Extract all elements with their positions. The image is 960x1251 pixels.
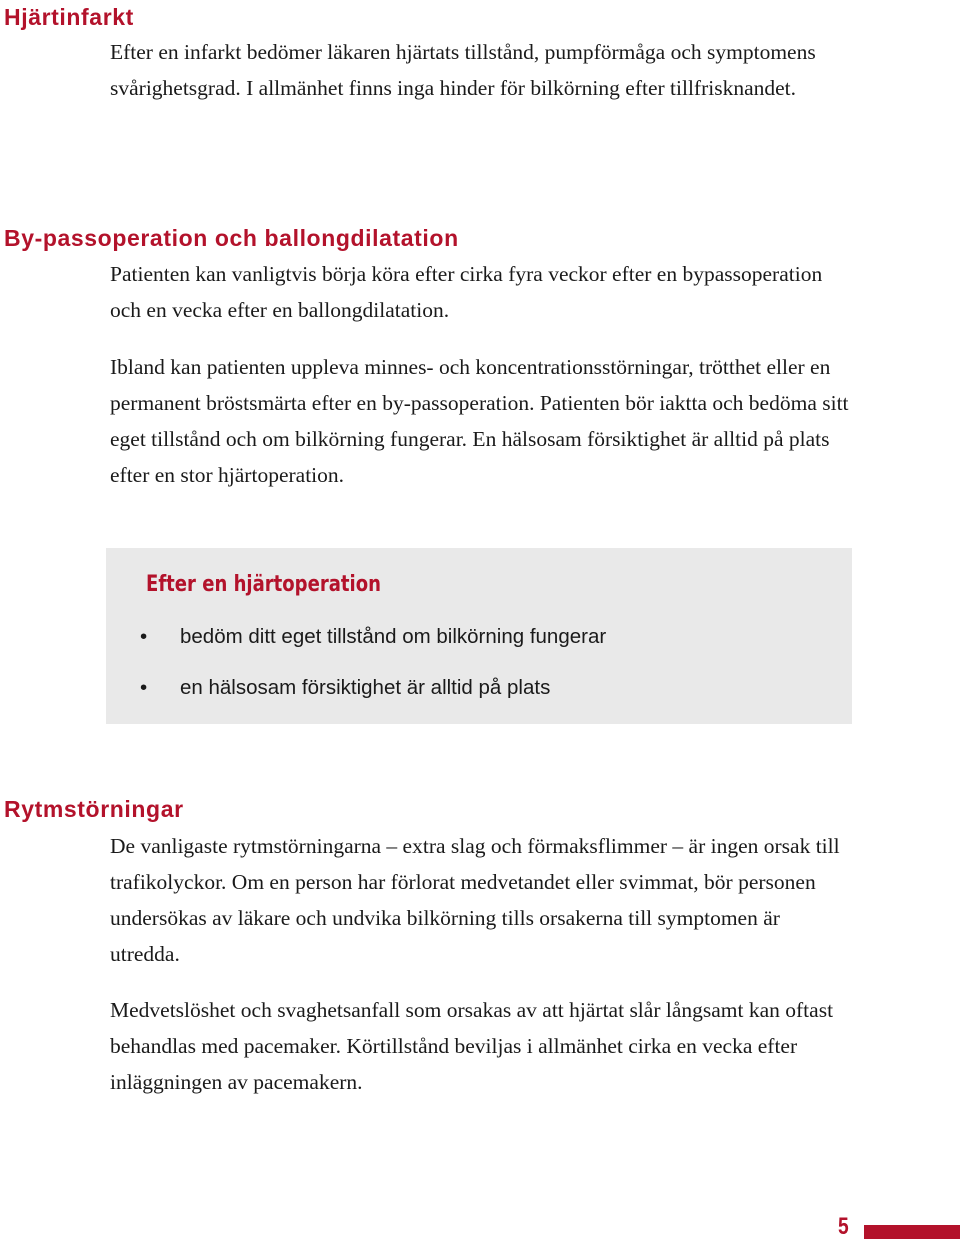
heading-rytmstorningar: Rytmstörningar <box>4 796 184 822</box>
heading-hjartinfarkt: Hjärtinfarkt <box>4 4 134 30</box>
page-number: 5 <box>838 1213 849 1240</box>
paragraph-rytm-2: Medvetslöshet och svaghetsanfall som orsakas av att hjärtat slår långsamt kan oftast behandlas med pacemaker. Körtillstånd beviljas i allmänhet cirka en vecka efter inläggningen av pacemakern. <box>110 998 834 1094</box>
paragraph-hjartinfarkt: Efter en infarkt bedömer läkaren hjärtats tillstånd, pumpförmåga och symptomens svårighetsgrad. I allmänhet finns inga hinder för bilkörning efter tillfrisknandet. <box>110 40 816 100</box>
callout-box <box>106 548 852 724</box>
bullet-icon: • <box>140 625 148 648</box>
list-item-text: en hälsosam försiktighet är alltid på plats <box>180 676 551 699</box>
list-item-text: bedöm ditt eget tillstånd om bilkörning fungerar <box>180 625 607 648</box>
heading-bypass: By-passoperation och ballongdilatation <box>4 225 459 251</box>
callout-title: Efter en hjärtoperation <box>146 572 381 597</box>
page-number-bar <box>864 1225 960 1239</box>
paragraph-bypass-2: Ibland kan patienten uppleva minnes- och koncentrationsstörningar, trötthet eller en permanent bröstsmärta efter en by-passoperation. Patienten bör iaktta och bedöma sitt eget tillstånd och om bilkörning fungerar. En hälsosam försiktighet är alltid på plats efter en stor hjärtoperation. <box>110 355 849 487</box>
paragraph-bypass-1: Patienten kan vanligtvis börja köra efter cirka fyra veckor efter en bypassoperation och en vecka efter en ballongdilatation. <box>110 262 823 322</box>
paragraph-rytm-1: De vanligaste rytmstörningarna – extra slag och förmaksflimmer – är ingen orsak till trafikolyckor. Om en person har förlorat medvetandet eller svimmat, bör personen undersökas av läkare och undvika bilkörning tills orsakerna till symptomen är utredda. <box>110 834 840 966</box>
bullet-icon: • <box>140 676 148 699</box>
